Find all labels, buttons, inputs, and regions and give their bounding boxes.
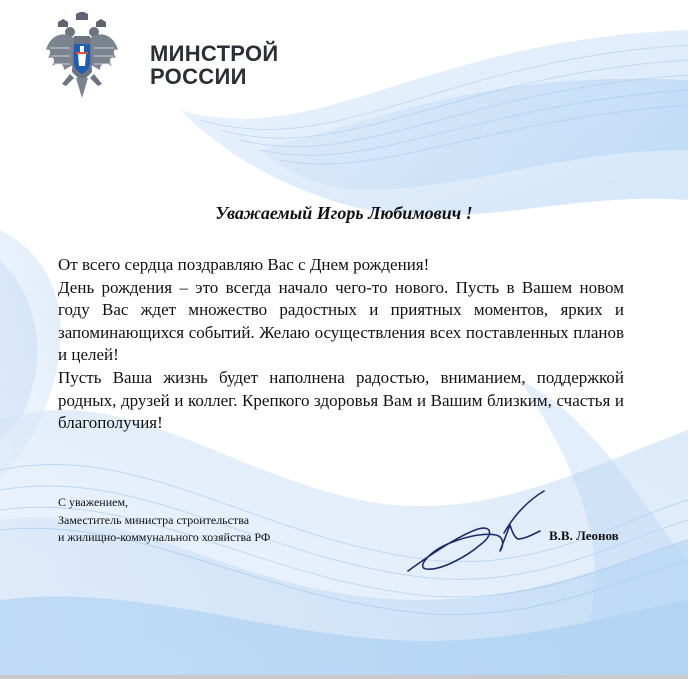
ministry-brand xyxy=(150,42,279,88)
closing-regards: С уважением, xyxy=(58,495,129,509)
brand-line-2: РОССИИ xyxy=(150,64,247,89)
letter-paragraph: От всего сердца поздравляю Вас с Днем рождения! xyxy=(58,255,430,274)
letter-closing xyxy=(58,494,270,547)
letter-body xyxy=(58,254,624,435)
letter-paragraph: Пусть Ваша жизнь будет наполнена радостью, вниманием, поддержкой родных, друзей и коллег. Крепкого здоровья Вам и Вашим близким, счастья и благополучия! xyxy=(58,367,624,433)
closing-position-line-1: Заместитель министра строительства xyxy=(58,512,250,527)
closing-position-line-2: и жилищно-коммунального хозяйства РФ xyxy=(58,530,271,544)
double-headed-eagle-icon xyxy=(44,12,120,104)
letter-paragraph: День рождения – это всегда начало чего-то нового. Пусть в Вашем новом году Вас ждет множество радостных и приятных моментов, ярких и запоминающихся событий. Желаю осуществления всех поставленных планов и целей! xyxy=(58,277,624,365)
handwritten-signature xyxy=(400,485,560,585)
signer-name: В.В. Леонов xyxy=(549,528,619,543)
letter-greeting: Уважаемый Игорь Любимович ! xyxy=(215,203,473,223)
page-bottom-edge xyxy=(0,675,688,679)
brand-line-1: МИНСТРОЙ xyxy=(150,41,279,66)
